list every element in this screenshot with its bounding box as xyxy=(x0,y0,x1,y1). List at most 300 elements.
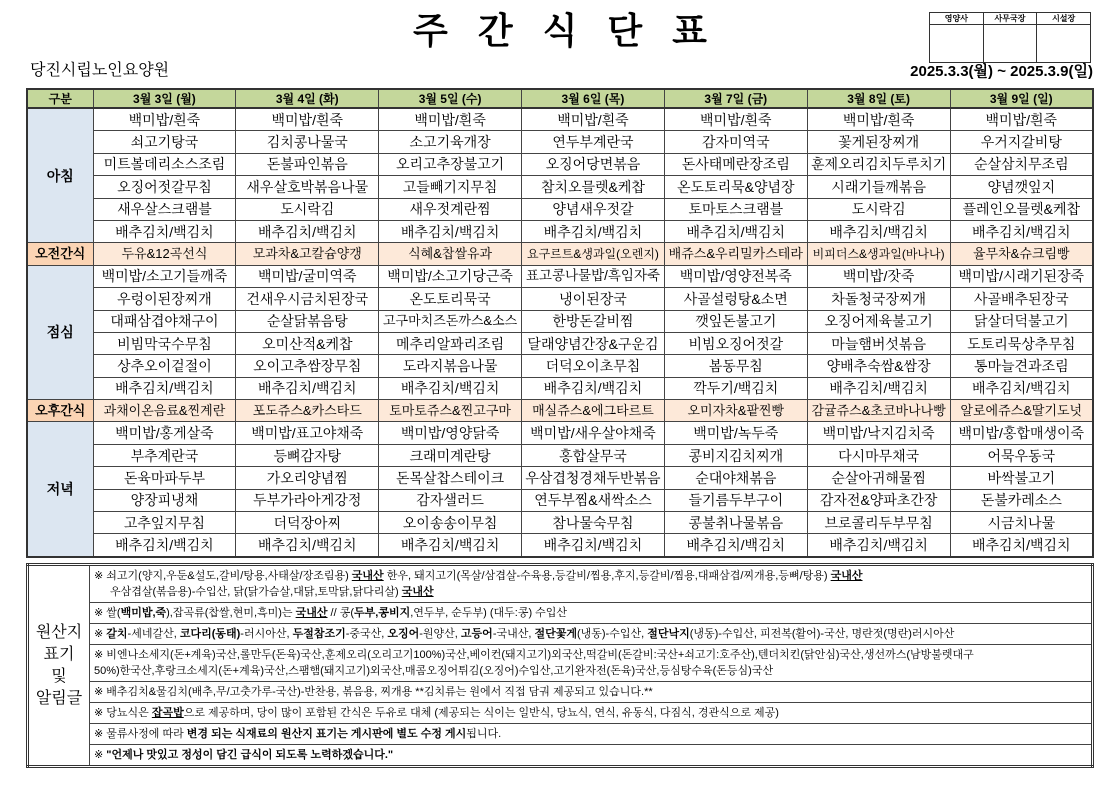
note-segment: 우삼겹살(볶음용)-수입산, 닭(닭가슴살,대닭,토막닭,닭다리살) xyxy=(110,586,402,598)
menu-cell xyxy=(93,243,236,265)
note-row xyxy=(28,682,1093,703)
dish-text: 포도쥬스&카스타드 xyxy=(252,402,362,418)
dish-text: 연두부계란국 xyxy=(552,134,634,151)
menu-cell xyxy=(522,534,665,557)
dish-text: 순대야채볶음 xyxy=(695,469,777,486)
dish-text: 마늘햄버섯볶음 xyxy=(831,335,926,352)
note-segment: -러시아산, xyxy=(240,628,293,640)
note-item xyxy=(90,603,1093,624)
menu-cell xyxy=(950,310,1093,332)
menu-cell xyxy=(93,400,236,422)
meal-row xyxy=(27,377,1093,399)
menu-cell xyxy=(236,332,379,354)
menu-cell xyxy=(236,131,379,153)
dish-text: 감귤쥬스&초코바나나빵 xyxy=(811,402,946,418)
notes-label-line: 원산지 xyxy=(35,623,83,641)
menu-cell xyxy=(379,377,522,399)
dish-text: 메추리알꽈리조림 xyxy=(396,335,505,352)
menu-cell xyxy=(379,176,522,198)
menu-cell xyxy=(236,310,379,332)
meal-row xyxy=(27,355,1093,377)
dish-text: 과채이온음료&찐계란 xyxy=(103,402,226,418)
menu-body xyxy=(27,108,1093,557)
menu-cell xyxy=(236,534,379,557)
note-segment: ),잡곡류(찹쌀,현미,흑미)는 xyxy=(166,607,296,619)
menu-cell xyxy=(93,534,236,557)
meal-row xyxy=(27,176,1093,198)
note-item xyxy=(90,703,1093,724)
dish-text: 상추오이겉절이 xyxy=(117,357,212,374)
dish-text: 플레인오믈렛&케찹 xyxy=(962,201,1081,218)
menu-cell xyxy=(93,198,236,220)
menu-cell xyxy=(379,467,522,489)
meal-row xyxy=(27,467,1093,489)
dish-text: 참치오믈렛&케찹 xyxy=(540,178,645,195)
menu-cell xyxy=(950,512,1093,534)
dish-text: 식혜&찹쌀유과 xyxy=(408,246,493,262)
menu-cell xyxy=(236,220,379,242)
menu-cell xyxy=(950,332,1093,354)
menu-cell xyxy=(379,108,522,131)
approval-sign-cell xyxy=(1037,25,1091,63)
dish-text: 비빔막국수무침 xyxy=(117,335,212,352)
day-header: 3월 3일 (월) xyxy=(93,89,236,108)
day-header: 3월 6일 (목) xyxy=(522,89,665,108)
note-row xyxy=(28,565,1093,603)
menu-cell xyxy=(664,176,807,198)
menu-cell xyxy=(807,265,950,287)
menu-cell xyxy=(664,332,807,354)
dish-text: 사골배추된장국 xyxy=(973,290,1069,307)
dish-text: 배추김치/백김치 xyxy=(257,380,357,397)
note-segment: 한우, 돼지고기(목살/삼겹살-수육용,등갈비/찜용,후지,등갈비/찜용,대패삼겹/찌개용,등뼈/탕용) xyxy=(383,570,831,582)
meal-row xyxy=(27,512,1093,534)
menu-cell xyxy=(522,220,665,242)
dish-text: 백미밥/소고기당근죽 xyxy=(387,268,513,285)
menu-cell xyxy=(93,265,236,287)
dish-text: 비피더스&생과일(바나나) xyxy=(812,247,945,262)
meal-label: 아침 xyxy=(27,108,93,243)
snack-label: 오전간식 xyxy=(27,243,93,265)
dish-text: 표고콩나물밥/흑임자죽 xyxy=(525,268,661,284)
menu-cell xyxy=(664,310,807,332)
dish-text: 오미산적&케찹 xyxy=(262,335,353,352)
note-segment: (냉동)-수입산, 피전복(활어)-국산, 명란젓(명란)러시아산 xyxy=(689,628,955,640)
meal-row xyxy=(27,288,1093,310)
dish-text: 백미밥/낙지김치죽 xyxy=(822,425,935,442)
note-segment: ※ 배추김치&물김치(배추,무/고춧가루-국산)-반찬용, 볶음용, 찌개용 **김치류는 원에서 직접 담궈 제공되고 있습니다.** xyxy=(94,686,653,698)
dish-text: 배추김치/백김치 xyxy=(543,380,643,397)
menu-cell xyxy=(807,288,950,310)
menu-cell xyxy=(236,265,379,287)
menu-cell xyxy=(93,131,236,153)
dish-text: 알로에쥬스&딸기도넛 xyxy=(960,402,1083,418)
menu-cell xyxy=(950,288,1093,310)
dish-text: 깻잎돈불고기 xyxy=(695,313,777,330)
dish-text: 순살삼치무조림 xyxy=(973,156,1069,173)
menu-cell xyxy=(522,108,665,131)
dish-text: 쇠고기탕국 xyxy=(130,134,199,151)
menu-cell xyxy=(236,422,379,444)
menu-cell xyxy=(93,108,236,131)
dish-text: 양장피냉채 xyxy=(130,492,199,509)
menu-cell xyxy=(379,288,522,310)
dish-text: 미트볼데리소스조림 xyxy=(103,156,226,173)
menu-cell xyxy=(807,467,950,489)
menu-cell xyxy=(236,512,379,534)
dish-text: 오미자차&팥찐빵 xyxy=(687,402,785,418)
dish-text: 부추계란국 xyxy=(130,447,199,464)
dish-text: 깍두기/백김치 xyxy=(693,380,779,397)
dish-text: 백미밥/홍게살죽 xyxy=(115,425,214,442)
note-segment: 국내산 xyxy=(830,570,863,582)
note-segment: 으로 제공하며, 당이 많이 포함된 간식은 두유로 대체 (제공되는 식이는 일반식, 당뇨식, 연식, 유동식, 다짐식, 경관식으로 제공) xyxy=(183,707,779,719)
menu-cell xyxy=(664,512,807,534)
dish-text: 배추김치/백김치 xyxy=(400,537,500,554)
dish-text: 배추김치/백김치 xyxy=(115,537,214,554)
note-row xyxy=(28,645,1093,682)
dish-text: 오이송송이무침 xyxy=(402,514,498,531)
dish-text: 브로콜리두부무침 xyxy=(824,514,933,531)
menu-cell xyxy=(236,489,379,511)
menu-cell xyxy=(522,444,665,466)
menu-cell xyxy=(664,131,807,153)
note-line xyxy=(94,663,1087,679)
menu-cell xyxy=(379,422,522,444)
dish-text: 배추김치/백김치 xyxy=(543,537,643,554)
dish-text: 모과차&고칼슘양갱 xyxy=(252,246,362,262)
menu-cell xyxy=(807,332,950,354)
note-segment: 오징어 xyxy=(387,628,420,640)
dish-text: 훈제오리김치두루치기 xyxy=(811,156,947,173)
menu-cell xyxy=(236,400,379,422)
dish-text: 고추잎지무침 xyxy=(123,514,205,531)
menu-cell xyxy=(379,220,522,242)
menu-cell xyxy=(950,131,1093,153)
snack-row xyxy=(27,243,1093,265)
note-line xyxy=(94,705,1087,721)
dish-text: 참나물숙무침 xyxy=(552,514,634,531)
menu-cell xyxy=(522,131,665,153)
dish-text: 다시마무채국 xyxy=(838,447,920,464)
menu-cell xyxy=(950,534,1093,557)
dish-text: 통마늘견과조림 xyxy=(973,357,1069,374)
menu-cell xyxy=(93,332,236,354)
dish-text: 백미밥/흰죽 xyxy=(842,111,915,128)
note-segment: 고등어 xyxy=(460,628,493,640)
dish-text: 등뼈감자탕 xyxy=(273,447,342,464)
dish-text: 도라지볶음나물 xyxy=(402,357,498,374)
dish-text: 배추김치/백김치 xyxy=(400,380,500,397)
facility-name: 당진시립노인요양원 xyxy=(30,62,170,79)
approval-header-row xyxy=(930,13,1091,25)
dish-text: 어묵우동국 xyxy=(987,447,1056,464)
approval-sign-cell xyxy=(930,25,984,63)
dish-text: 배추김치/백김치 xyxy=(972,537,1071,554)
menu-cell xyxy=(664,444,807,466)
dish-text: 비빔오징어젓갈 xyxy=(688,335,784,352)
dish-text: 배추김치/백김치 xyxy=(972,380,1071,397)
note-segment: ※ 물류사정에 따라 xyxy=(94,728,187,740)
dish-text: 백미밥/홍합매생이죽 xyxy=(958,425,1085,442)
dish-text: 배추김치/백김치 xyxy=(115,380,214,397)
dish-text: 배쥬스&우리밀카스테라 xyxy=(668,246,803,262)
menu-cell xyxy=(379,534,522,557)
meal-row xyxy=(27,108,1093,131)
menu-cell xyxy=(93,444,236,466)
dish-text: 양념깻잎지 xyxy=(987,178,1056,195)
dish-text: 오징어제육불고기 xyxy=(824,313,933,330)
note-row xyxy=(28,703,1093,724)
dish-text: 배추김치/백김치 xyxy=(686,537,786,554)
dish-text: 들기름두부구이 xyxy=(688,492,784,509)
dish-text: 콩불취나물볶음 xyxy=(688,514,784,531)
menu-cell xyxy=(664,489,807,511)
menu-cell xyxy=(807,489,950,511)
menu-cell xyxy=(950,153,1093,175)
dish-text: 우거지갈비탕 xyxy=(980,134,1062,151)
dish-text: 새우살호박볶음나물 xyxy=(246,178,369,195)
menu-cell xyxy=(379,265,522,287)
note-segment: 변경 되는 식재료의 원산지 표기는 게시판에 별도 수정 게시 xyxy=(186,728,467,740)
menu-cell xyxy=(664,355,807,377)
day-header: 3월 9일 (일) xyxy=(950,89,1093,108)
menu-cell xyxy=(379,489,522,511)
notes-label-line: 알림글 xyxy=(35,689,83,707)
note-segment: -중국산, xyxy=(345,628,388,640)
note-row xyxy=(28,603,1093,624)
note-row xyxy=(28,724,1093,745)
dish-text: 봄동무침 xyxy=(708,357,763,374)
dish-text: 시금치나물 xyxy=(987,514,1056,531)
menu-cell xyxy=(807,131,950,153)
menu-cell xyxy=(664,534,807,557)
approval-sign-row xyxy=(930,25,1091,63)
dish-text: 냉이된장국 xyxy=(559,290,627,307)
menu-cell xyxy=(664,467,807,489)
note-segment: ※ 쌀( xyxy=(94,607,121,619)
menu-cell xyxy=(379,512,522,534)
dish-text: 새우살스크램블 xyxy=(117,201,212,218)
menu-cell xyxy=(807,377,950,399)
menu-cell xyxy=(807,422,950,444)
dish-text: 새우젓계란찜 xyxy=(409,201,491,218)
dish-text: 고들빼기지무침 xyxy=(402,178,498,195)
note-segment: ※ 비엔나소세지(돈+계육)국산,롤만두(돈육)국산,훈제오리(오리고기100%)국산,베이컨(돼지고기)외국산,떡갈비(돈갈비:국산+쇠고기:호주산),텐더치킨(닭안심)국산,생선까스(남방불렛대구 xyxy=(94,649,974,661)
meal-row xyxy=(27,310,1093,332)
dish-text: 백미밥/영양전복죽 xyxy=(679,268,792,285)
menu-cell xyxy=(522,489,665,511)
dish-text: 더덕장아찌 xyxy=(273,514,342,531)
note-item xyxy=(90,624,1093,645)
menu-cell xyxy=(950,377,1093,399)
dish-text: 홍합살무국 xyxy=(559,447,627,464)
dish-text: 감자미역국 xyxy=(701,134,770,151)
note-item xyxy=(90,682,1093,703)
dish-text: 배추김치/백김치 xyxy=(400,223,500,240)
note-segment: 코다리(동태) xyxy=(179,628,241,640)
note-line xyxy=(94,747,1087,763)
note-line xyxy=(94,605,1087,621)
note-segment: ※ 당뇨식은 xyxy=(94,707,152,719)
meal-row xyxy=(27,444,1093,466)
dish-text: 백미밥/흰죽 xyxy=(700,111,772,128)
meal-row xyxy=(27,198,1093,220)
menu-cell xyxy=(807,153,950,175)
dish-text: 백미밥/흰죽 xyxy=(271,111,344,128)
day-header: 3월 8일 (토) xyxy=(807,89,950,108)
notes-label-line: 및 xyxy=(51,667,67,685)
note-item xyxy=(90,724,1093,745)
dish-text: 대패삼겹야채구이 xyxy=(110,313,219,330)
dish-text: 배추김치/백김치 xyxy=(972,223,1071,240)
menu-cell xyxy=(522,310,665,332)
dish-text: 백미밥/굴미역죽 xyxy=(257,268,357,285)
approval-label-nutritionist: 영양사 xyxy=(930,13,984,25)
menu-cell xyxy=(522,377,665,399)
dish-text: 소고기육개장 xyxy=(409,134,491,151)
notes-label xyxy=(28,565,90,767)
header-label: 구분 xyxy=(27,89,93,108)
notes-label-line: 표기 xyxy=(43,645,75,663)
dish-text: 백미밥/영양닭죽 xyxy=(400,425,500,442)
dish-text: 율무차&슈크림빵 xyxy=(972,246,1070,262)
dish-text: 사골설렁탕&소면 xyxy=(683,290,788,307)
note-segment: 두절참조기 xyxy=(292,628,346,640)
menu-cell xyxy=(379,131,522,153)
menu-cell xyxy=(950,489,1093,511)
note-segment: 국내산 xyxy=(295,607,328,619)
menu-cell xyxy=(664,108,807,131)
dish-text: 돈불카레소스 xyxy=(980,492,1062,509)
dish-text: 배추김치/백김치 xyxy=(543,223,643,240)
note-segment: 절단꽃게 xyxy=(534,628,577,640)
menu-cell xyxy=(522,288,665,310)
menu-cell xyxy=(950,265,1093,287)
meal-row xyxy=(27,422,1093,444)
dish-text: 백미밥/소고기들깨죽 xyxy=(101,268,228,285)
dish-text: 오이고추쌈장무침 xyxy=(253,357,362,374)
menu-cell xyxy=(93,288,236,310)
menu-cell xyxy=(807,512,950,534)
dish-text: 오징어젓갈무침 xyxy=(117,178,212,195)
menu-cell xyxy=(522,512,665,534)
dish-text: 고구마치즈돈까스&소스 xyxy=(382,313,518,329)
snack-label: 오후간식 xyxy=(27,400,93,422)
dish-text: 돈목살찹스테이크 xyxy=(396,469,505,486)
dish-text: 돈육마파두부 xyxy=(123,469,205,486)
menu-cell xyxy=(93,153,236,175)
dish-text: 건새우시금치된장국 xyxy=(246,290,369,307)
menu-cell xyxy=(807,220,950,242)
day-header: 3월 4일 (화) xyxy=(236,89,379,108)
menu-cell xyxy=(664,198,807,220)
menu-cell xyxy=(379,332,522,354)
menu-cell xyxy=(236,444,379,466)
menu-cell xyxy=(522,355,665,377)
menu-cell xyxy=(807,310,950,332)
dish-text: 시래기들깨볶음 xyxy=(831,178,926,195)
menu-cell xyxy=(950,176,1093,198)
menu-cell xyxy=(664,377,807,399)
dish-text: 백미밥/잣죽 xyxy=(842,268,915,285)
note-line xyxy=(94,684,1087,700)
menu-cell xyxy=(379,400,522,422)
dish-text: 두부가라아게강정 xyxy=(253,492,362,509)
dish-text: 양배추숙쌈&쌈장 xyxy=(826,357,931,374)
day-header: 3월 5일 (수) xyxy=(379,89,522,108)
snack-row xyxy=(27,400,1093,422)
dish-text: 백미밥/흰죽 xyxy=(128,111,201,128)
meal-row xyxy=(27,489,1093,511)
dish-text: 오리고추장불고기 xyxy=(396,156,505,173)
approval-label-secretary-general: 사무국장 xyxy=(983,13,1037,25)
page-title: 주 간 식 단 표 xyxy=(413,10,717,51)
dish-text: 배추김치/백김치 xyxy=(115,223,214,240)
note-segment: 두부,콩비지 xyxy=(354,607,411,619)
note-segment: ※ xyxy=(94,749,107,761)
dish-text: 백미밥/새우살야채죽 xyxy=(530,425,656,442)
dish-text: 크래미계란탕 xyxy=(409,447,491,464)
dish-text: 배추김치/백김치 xyxy=(829,537,928,554)
menu-cell xyxy=(236,467,379,489)
meal-row xyxy=(27,131,1093,153)
menu-cell xyxy=(950,422,1093,444)
menu-cell xyxy=(236,153,379,175)
menu-cell xyxy=(664,265,807,287)
dish-text: 배추김치/백김치 xyxy=(829,380,928,397)
menu-cell xyxy=(664,243,807,265)
note-line xyxy=(94,584,1087,600)
note-segment: ,연두부, 순두부) (대두:콩) 수입산 xyxy=(410,607,568,619)
menu-cell xyxy=(807,444,950,466)
menu-cell xyxy=(93,467,236,489)
menu-cell xyxy=(236,377,379,399)
menu-cell xyxy=(93,355,236,377)
menu-cell xyxy=(522,176,665,198)
note-segment: ※ 쇠고기(양지,우둔&설도,갈비/탕용,사태살/장조림용) xyxy=(94,570,352,582)
note-row xyxy=(28,745,1093,767)
menu-cell xyxy=(93,176,236,198)
menu-cell xyxy=(522,467,665,489)
dish-text: 도시락김 xyxy=(280,201,335,218)
menu-cell xyxy=(379,310,522,332)
menu-cell xyxy=(807,355,950,377)
menu-cell xyxy=(379,243,522,265)
menu-cell xyxy=(807,400,950,422)
dish-text: 바싹불고기 xyxy=(987,469,1056,486)
menu-cell xyxy=(664,288,807,310)
dish-text: 김치콩나물국 xyxy=(266,134,348,151)
dish-text: 백미밥/흰죽 xyxy=(557,111,629,128)
note-segment: 국내산 xyxy=(351,570,384,582)
meal-row xyxy=(27,220,1093,242)
menu-cell xyxy=(522,422,665,444)
meal-label: 점심 xyxy=(27,265,93,399)
dish-text: 달래양념간장&구운김 xyxy=(527,335,659,352)
menu-cell xyxy=(522,332,665,354)
menu-cell xyxy=(236,198,379,220)
note-segment: 백미밥,죽 xyxy=(120,607,167,619)
menu-cell xyxy=(950,108,1093,131)
dish-text: 닭살더덕불고기 xyxy=(973,313,1069,330)
menu-header-row xyxy=(27,89,1093,108)
menu-cell xyxy=(664,422,807,444)
menu-cell xyxy=(522,243,665,265)
note-segment: ※ xyxy=(94,628,107,640)
menu-cell xyxy=(950,400,1093,422)
menu-cell xyxy=(93,422,236,444)
